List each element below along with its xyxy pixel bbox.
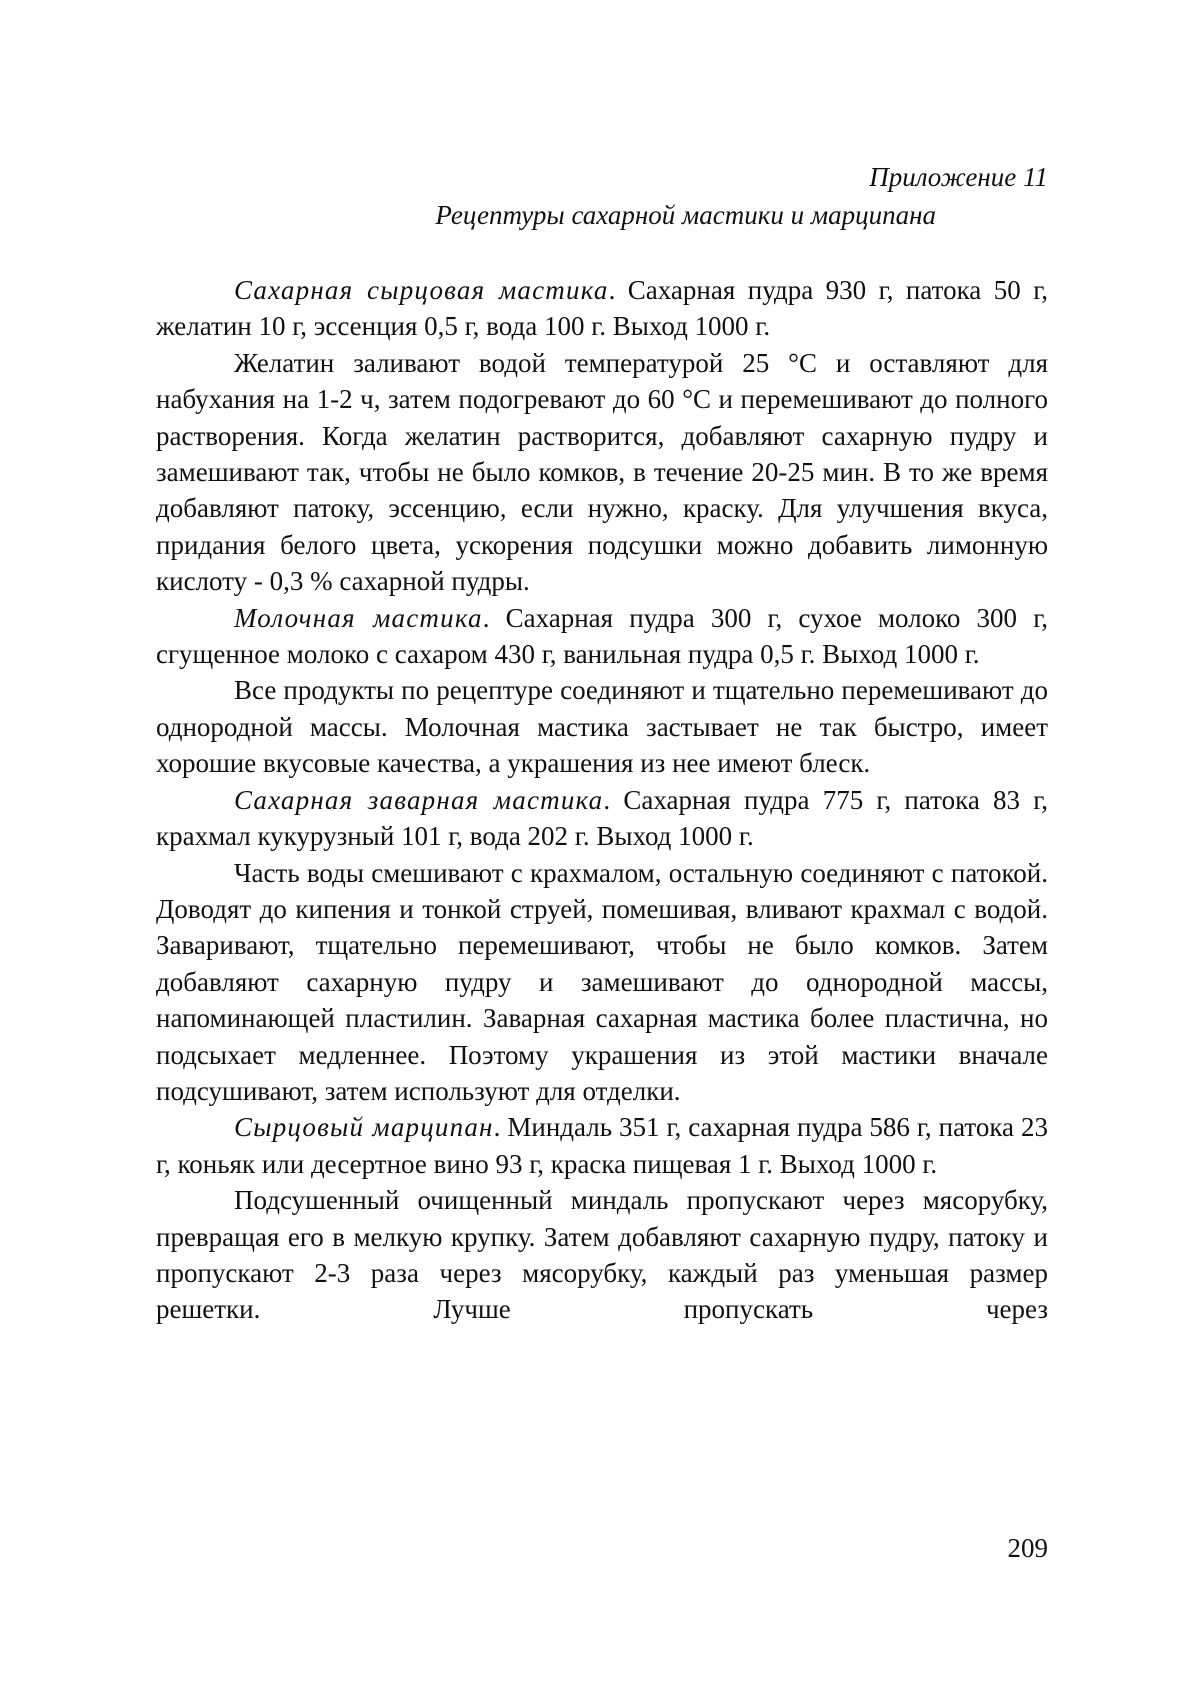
recipe-method-paragraph: Все продукты по рецептуре соединяют и тщательно перемешивают до однородной массы. Молочная мастика застывает не так быстро, имеет хорошие вкусовые качества, а украшения из нее имеют блеск. [156,672,1048,781]
recipe-name: Молочная мастика [234,603,483,633]
recipe-method-paragraph: Часть воды смешивают с крахмалом, остальную соединяют с патокой. Доводят до кипения и тонкой струей, помешивая, вливают крахмал с водой. Заваривают, тщательно перемешивают, чтобы не было комков. Затем добавляют сахарную пудру и замешивают до однородной массы, напоминающей пластилин. Заварная сахарная мастика более пластична, но подсыхает медленнее. Поэтому украшения из этой мастики вначале подсушивают, затем используют для отделки. [156,855,1048,1110]
appendix-title: Рецептуры сахарной мастики и марципана [156,196,936,234]
recipe-ingredients: . Миндаль 351 г, сахарная пудра 586 г, патока 23 г, коньяк или десертное вино 93 г, краска пищевая 1 г. Выход 1000 г. [156,1112,1048,1178]
page-number: 209 [1008,1530,1049,1566]
appendix-label: Приложение 11 [156,158,1048,196]
recipe-ingredients: . Сахарная пудра 775 г, патока 83 г, крахмал кукурузный 101 г, вода 202 г. Выход 1000 г. [156,785,1048,851]
recipe-ingredients-paragraph [156,600,1048,673]
recipe-name: Сахарная заварная мастика [234,785,603,815]
recipe-method-paragraph: Подсушенный очищенный миндаль пропускают через мясорубку, превращая его в мелкую крупку. Затем добавляют сахарную пудру, патоку и пропускают 2-3 раза через мясорубку, каждый раз уменьшая размер решетки. Лучше пропускать через [156,1182,1048,1328]
document-body [156,272,1048,1328]
recipe-ingredients-paragraph [156,1109,1048,1182]
recipe-name: Сахарная сырцовая мастика [234,275,609,305]
recipe-ingredients-paragraph [156,272,1048,345]
recipe-ingredients: . Сахарная пудра 930 г, патока 50 г, желатин 10 г, эссенция 0,5 г, вода 100 г. Выход 1000 г. [156,275,1048,341]
recipe-ingredients-paragraph [156,782,1048,855]
recipe-name: Сырцовый марципан [234,1112,494,1142]
recipe-method-paragraph: Желатин заливают водой температурой 25 °С и оставляют для набухания на 1-2 ч, затем подогревают до 60 °С и перемешивают до полного растворения. Когда желатин растворится, добавляют сахарную пудру и замешивают так, чтобы не было комков, в течение 20-25 мин. В то же время добавляют патоку, эссенцию, если нужно, краску. Для улучшения вкуса, придания белого цвета, ускорения подсушки можно добавить лимонную кислоту - 0,3 % сахарной пудры. [156,345,1048,600]
document-page [156,158,1048,1328]
recipe-ingredients: . Сахарная пудра 300 г, сухое молоко 300 г, сгущенное молоко с сахаром 430 г, ванильная пудра 0,5 г. Выход 1000 г. [156,603,1048,669]
